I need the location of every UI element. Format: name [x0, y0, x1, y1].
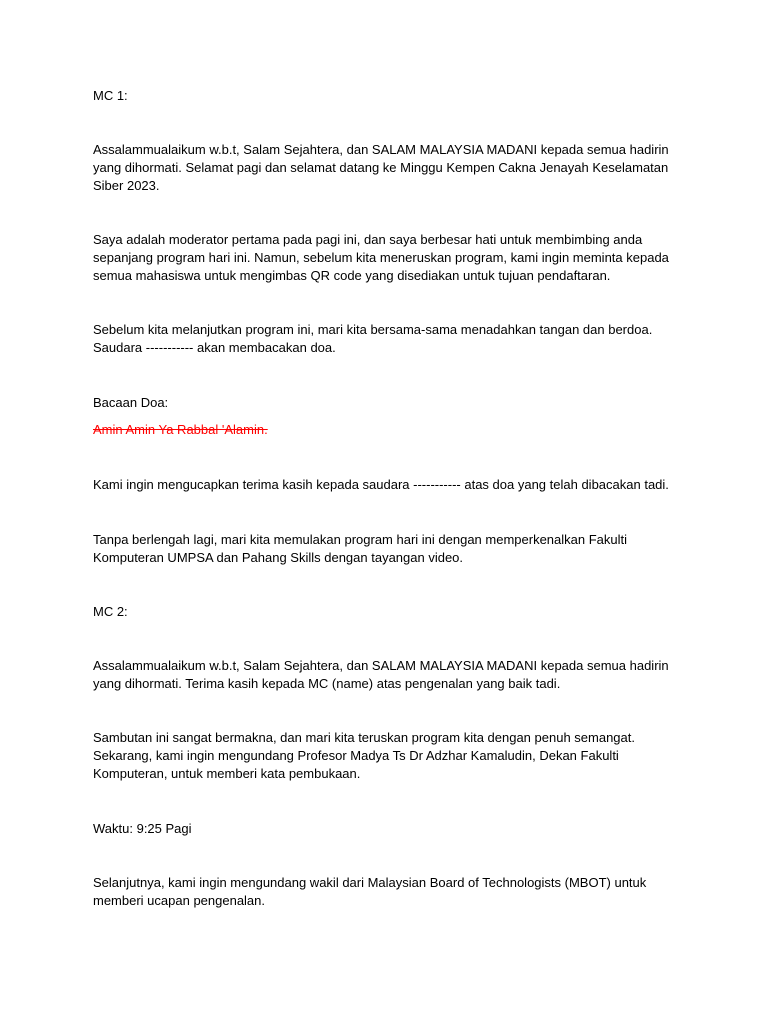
mc1-paragraph-moderator: Saya adalah moderator pertama pada pagi ini, dan saya berbesar hati untuk membimbing anda sepanjang program hari ini. Namun, sebelum kita meneruskan program, kami ingin meminta kepada semua mahasiswa untuk mengimbas QR code yang disediakan untuk tujuan pendaftaran. [93, 232, 669, 283]
mc2-paragraph-mbot: Selanjutnya, kami ingin mengundang wakil dari Malaysian Board of Technologists (MBOT) untuk memberi ucapan pengenalan. [93, 875, 647, 908]
mc1-paragraph-video: Tanpa berlengah lagi, mari kita memulakan program hari ini dengan memperkenalkan Fakulti Komputeran UMPSA dan Pahang Skills dengan tayangan video. [93, 532, 628, 565]
mc2-heading: MC 2: [93, 604, 128, 619]
mc2-paragraph-greeting: Assalammualaikum w.b.t, Salam Sejahtera, dan SALAM MALAYSIA MADANI kepada semua hadirin yang dihormati. Terima kasih kepada MC (name) atas pengenalan yang baik tadi. [93, 658, 669, 691]
time-label: Waktu: 9:25 Pagi [93, 821, 192, 836]
mc1-paragraph-thanks: Kami ingin mengucapkan terima kasih kepada saudara ----------- atas doa yang telah dibacakan tadi. [93, 477, 669, 492]
doa-label: Bacaan Doa: [93, 395, 169, 410]
mc1-paragraph-greeting: Assalammualaikum w.b.t, Salam Sejahtera, dan SALAM MALAYSIA MADANI kepada semua hadirin yang dihormati. Selamat pagi dan selamat datang ke Minggu Kempen Cakna Jenayah Keselamatan Siber 2023. [93, 142, 669, 193]
doa-text-strikethrough: Amin Amin Ya Rabbal 'Alamin. [93, 422, 268, 437]
mc1-paragraph-doa-intro: Sebelum kita melanjutkan program ini, mari kita bersama-sama menadahkan tangan dan berdoa. Saudara ----------- akan membacakan doa. [93, 322, 653, 355]
mc2-paragraph-dean: Sambutan ini sangat bermakna, dan mari kita teruskan program kita dengan penuh semangat. Sekarang, kami ingin mengundang Profesor Madya Ts Dr Adzhar Kamaludin, Dekan Fakulti Komputeran, untuk memberi kata pembukaan. [93, 730, 635, 781]
mc1-heading: MC 1: [93, 88, 128, 103]
